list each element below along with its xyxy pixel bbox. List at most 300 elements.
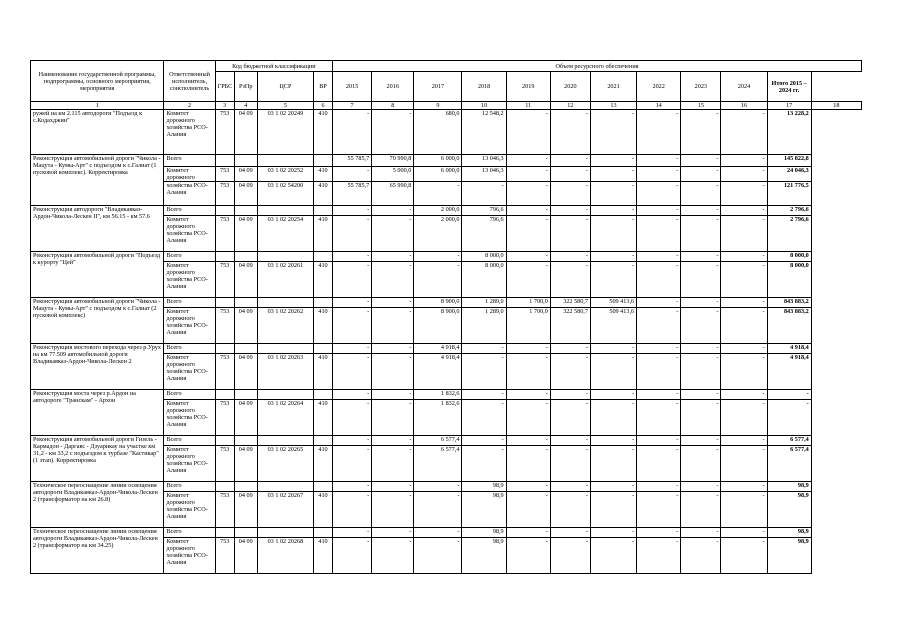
value-cell: - [637, 400, 681, 436]
vr-cell: 410 [313, 446, 332, 482]
value-cell: - [681, 167, 721, 182]
table-row [31, 252, 862, 262]
csr-cell: 03 1 02 20264 [257, 400, 313, 436]
col-header-resources: Объем ресурсного обеспечения [333, 61, 862, 72]
value-cell: - [333, 298, 372, 308]
value-cell: - [414, 492, 462, 528]
total-cell: - [767, 400, 811, 436]
value-cell: - [372, 436, 414, 446]
executor-cell: Всего [164, 206, 215, 216]
value-cell: - [414, 482, 462, 492]
value-cell: - [506, 400, 550, 436]
grbs-cell [215, 482, 234, 492]
csr-cell: 03 1 02 20263 [257, 354, 313, 390]
csr-cell: 03 1 02 20265 [257, 446, 313, 482]
col-header-name: Наименование государственной программы, подпрограммы, основного мероприятия, мероприятия [31, 61, 164, 102]
value-cell: - [372, 400, 414, 436]
value-cell: - [372, 298, 414, 308]
value-cell: - [333, 167, 372, 182]
value-cell: - [333, 436, 372, 446]
col-header-year: 2021 [590, 72, 636, 102]
document-sheet [30, 60, 862, 574]
value-cell: - [590, 538, 636, 574]
grbs-cell [215, 298, 234, 308]
value-cell: - [637, 436, 681, 446]
value-cell: - [372, 308, 414, 344]
value-cell: - [550, 528, 590, 538]
column-number: 13 [590, 102, 636, 110]
value-cell: - [590, 482, 636, 492]
value-cell: - [637, 482, 681, 492]
value-cell: - [590, 354, 636, 390]
total-cell: 98,9 [767, 538, 811, 574]
total-cell: 98,9 [767, 492, 811, 528]
value-cell: - [462, 446, 506, 482]
value-cell: - [681, 436, 721, 446]
value-cell: - [590, 110, 636, 155]
value-cell: - [462, 182, 506, 206]
value-cell: - [372, 538, 414, 574]
table-row [31, 436, 862, 446]
rzpr-cell: 04 09 [234, 216, 257, 252]
col-header-year: 2019 [506, 72, 550, 102]
col-header-year: 2017 [414, 72, 462, 102]
total-cell: 843 883,2 [767, 308, 811, 344]
value-cell: 322 580,7 [550, 308, 590, 344]
total-cell: 4 918,4 [767, 344, 811, 354]
executor-cell: Комитет дорожного хозяйства РСО-Алания [164, 354, 215, 390]
rzpr-cell: 04 09 [234, 538, 257, 574]
value-cell: - [637, 110, 681, 155]
value-cell: - [550, 400, 590, 436]
csr-cell: 03 1 02 20252 [257, 167, 313, 182]
value-cell: - [637, 538, 681, 574]
value-cell: - [681, 182, 721, 206]
grbs-cell: 753 [215, 216, 234, 252]
value-cell: - [590, 182, 636, 206]
csr-cell [257, 482, 313, 492]
value-cell: - [550, 167, 590, 182]
csr-cell [257, 252, 313, 262]
value-cell: - [506, 262, 550, 298]
column-number: 12 [550, 102, 590, 110]
column-number: 15 [681, 102, 721, 110]
value-cell: - [333, 446, 372, 482]
csr-cell [257, 436, 313, 446]
executor-cell: Всего [164, 482, 215, 492]
value-cell: - [333, 262, 372, 298]
column-number: 16 [721, 102, 767, 110]
value-cell: 796,6 [462, 206, 506, 216]
col-header-grbs: ГРБС [215, 72, 234, 102]
value-cell: - [550, 436, 590, 446]
value-cell: - [721, 298, 767, 308]
measure-name: ружей на км 2.115 автодороги "Подъезд к с.Кодахджин" [31, 110, 164, 155]
value-cell: 12 548,2 [462, 110, 506, 155]
value-cell: - [550, 216, 590, 252]
value-cell: - [333, 482, 372, 492]
value-cell: - [681, 492, 721, 528]
rzpr-cell [234, 252, 257, 262]
value-cell: - [462, 344, 506, 354]
value-cell: - [506, 446, 550, 482]
column-number: 6 [313, 102, 332, 110]
value-cell: 509 413,6 [590, 308, 636, 344]
value-cell: 796,6 [462, 216, 506, 252]
value-cell: - [372, 492, 414, 528]
value-cell: 8 900,0 [414, 308, 462, 344]
value-cell: - [414, 538, 462, 574]
col-header-budget-class: Код бюджетной классификации [215, 61, 332, 72]
value-cell: - [721, 344, 767, 354]
column-number: 9 [414, 102, 462, 110]
vr-cell [313, 252, 332, 262]
executor-cell: хозяйства РСО-Алания [164, 182, 215, 206]
value-cell: - [506, 182, 550, 206]
value-cell: 98,9 [462, 482, 506, 492]
grbs-cell [215, 155, 234, 167]
value-cell: - [590, 400, 636, 436]
value-cell: - [637, 354, 681, 390]
value-cell: - [590, 446, 636, 482]
executor-cell: Комитет дорожного хозяйства РСО-Алания [164, 492, 215, 528]
value-cell: - [333, 538, 372, 574]
value-cell: - [506, 492, 550, 528]
value-cell: - [637, 216, 681, 252]
value-cell: - [462, 390, 506, 400]
rzpr-cell: 04 09 [234, 110, 257, 155]
total-cell: 8 000,0 [767, 252, 811, 262]
value-cell: - [372, 216, 414, 252]
column-number: 4 [234, 102, 257, 110]
total-cell: 13 228,2 [767, 110, 811, 155]
col-header-year: 2016 [372, 72, 414, 102]
value-cell: 680,0 [414, 110, 462, 155]
rzpr-cell: 04 09 [234, 308, 257, 344]
vr-cell [313, 528, 332, 538]
vr-cell [313, 298, 332, 308]
value-cell: - [721, 206, 767, 216]
executor-cell: Комитет дорожного хозяйства РСО-Алания [164, 538, 215, 574]
value-cell: - [681, 482, 721, 492]
table-row [31, 298, 862, 308]
value-cell: 509 413,6 [590, 298, 636, 308]
value-cell: - [590, 436, 636, 446]
col-header-year: 2020 [550, 72, 590, 102]
col-header-executor: Ответственный исполнитель, соисполнитель [164, 61, 215, 102]
value-cell: - [681, 354, 721, 390]
value-cell: - [506, 344, 550, 354]
value-cell: - [333, 528, 372, 538]
grbs-cell [215, 206, 234, 216]
csr-cell [257, 155, 313, 167]
measure-name: Реконструкция моста через р.Ардон на автодороге "Транскам" - Архон [31, 390, 164, 436]
value-cell: - [637, 155, 681, 167]
value-cell: - [333, 110, 372, 155]
vr-cell [313, 482, 332, 492]
value-cell: - [637, 262, 681, 298]
csr-cell: 03 1 02 20262 [257, 308, 313, 344]
value-cell: - [681, 252, 721, 262]
value-cell: - [681, 155, 721, 167]
value-cell: - [372, 354, 414, 390]
value-cell: - [506, 482, 550, 492]
value-cell: - [372, 528, 414, 538]
rzpr-cell [234, 298, 257, 308]
value-cell: - [637, 344, 681, 354]
value-cell: - [590, 206, 636, 216]
value-cell: 8 000,0 [462, 262, 506, 298]
value-cell: - [590, 492, 636, 528]
value-cell: - [637, 308, 681, 344]
value-cell: - [590, 167, 636, 182]
rzpr-cell [234, 206, 257, 216]
value-cell: - [637, 206, 681, 216]
value-cell: - [372, 252, 414, 262]
value-cell: - [721, 252, 767, 262]
value-cell: - [550, 482, 590, 492]
rzpr-cell: 04 09 [234, 182, 257, 206]
value-cell: 98,9 [462, 538, 506, 574]
value-cell: - [462, 400, 506, 436]
rzpr-cell [234, 482, 257, 492]
value-cell: - [333, 308, 372, 344]
executor-cell: Комитет дорожного хозяйства РСО-Алания [164, 216, 215, 252]
total-cell: 2 796,6 [767, 206, 811, 216]
vr-cell: 410 [313, 354, 332, 390]
value-cell: - [590, 216, 636, 252]
executor-cell: Всего [164, 252, 215, 262]
value-cell: - [550, 262, 590, 298]
value-cell: 1 700,0 [506, 308, 550, 344]
value-cell: - [550, 344, 590, 354]
column-number: 18 [811, 102, 861, 110]
executor-cell: Всего [164, 298, 215, 308]
column-number: 2 [164, 102, 215, 110]
value-cell: - [372, 482, 414, 492]
value-cell: 6 577,4 [414, 436, 462, 446]
value-cell: 55 785,7 [333, 155, 372, 167]
column-number: 10 [462, 102, 506, 110]
value-cell: - [372, 206, 414, 216]
vr-cell: 410 [313, 110, 332, 155]
value-cell: - [590, 344, 636, 354]
value-cell: 2 000,0 [414, 216, 462, 252]
measure-name: Реконструкция автомобильной дороги "Подъезд к курорту "Цей" [31, 252, 164, 298]
value-cell: - [590, 528, 636, 538]
value-cell: - [333, 354, 372, 390]
value-cell: - [681, 400, 721, 436]
csr-cell: 03 1 02 20254 [257, 216, 313, 252]
grbs-cell [215, 436, 234, 446]
value-cell: - [550, 538, 590, 574]
value-cell: 1 832,6 [414, 390, 462, 400]
csr-cell [257, 206, 313, 216]
vr-cell: 410 [313, 167, 332, 182]
column-number: 1 [31, 102, 164, 110]
value-cell: - [637, 528, 681, 538]
csr-cell [257, 344, 313, 354]
measure-name: Реконструкция автомобильной дороги "Чикола - Мацута - Кумы-Арт" с подъездом к с.Галиат (2 пусковой комплекс) [31, 298, 164, 344]
vr-cell: 410 [313, 308, 332, 344]
executor-cell: Всего [164, 528, 215, 538]
value-cell: - [550, 182, 590, 206]
value-cell: - [637, 446, 681, 482]
rzpr-cell: 04 09 [234, 446, 257, 482]
value-cell: 55 785,7 [333, 182, 372, 206]
value-cell: - [721, 538, 767, 574]
value-cell: 13 046,3 [462, 155, 506, 167]
value-cell: 65 990,8 [372, 182, 414, 206]
csr-cell: 03 1 02 54200 [257, 182, 313, 206]
value-cell: - [506, 110, 550, 155]
csr-cell [257, 528, 313, 538]
value-cell: - [590, 262, 636, 298]
value-cell: - [721, 216, 767, 252]
value-cell: - [506, 252, 550, 262]
grbs-cell: 753 [215, 354, 234, 390]
value-cell: - [506, 155, 550, 167]
value-cell: - [333, 400, 372, 436]
total-cell: 145 822,8 [767, 155, 811, 167]
value-cell: - [637, 167, 681, 182]
value-cell: - [637, 298, 681, 308]
column-number: 3 [215, 102, 234, 110]
measure-name: Реконструкция мостового перехода через р.Урух на км 77.509 автомобильной дороги Владикавказ-Ардон-Чикола-Лескен 2 [31, 344, 164, 390]
value-cell: - [506, 216, 550, 252]
total-cell: 6 577,4 [767, 446, 811, 482]
rzpr-cell [234, 344, 257, 354]
value-cell: - [372, 446, 414, 482]
vr-cell: 410 [313, 216, 332, 252]
value-cell: - [333, 252, 372, 262]
value-cell: - [681, 446, 721, 482]
rzpr-cell [234, 390, 257, 400]
measure-name: Техническое переоснащение линии освещения автодороги Владикавказ-Ардон-Чикола-Лескен 2 (трансформатор на км 26.8) [31, 482, 164, 528]
value-cell: - [721, 110, 767, 155]
value-cell: - [681, 308, 721, 344]
value-cell: - [462, 436, 506, 446]
value-cell: - [590, 252, 636, 262]
rzpr-cell: 04 09 [234, 354, 257, 390]
grbs-cell: 753 [215, 308, 234, 344]
value-cell: - [414, 182, 462, 206]
value-cell: 1 289,0 [462, 298, 506, 308]
vr-cell: 410 [313, 400, 332, 436]
value-cell: - [506, 528, 550, 538]
value-cell: - [414, 252, 462, 262]
value-cell: - [550, 206, 590, 216]
total-cell: 121 776,5 [767, 182, 811, 206]
col-header-rzpr: РзПр [234, 72, 257, 102]
col-header-year: 2015 [333, 72, 372, 102]
value-cell: 8 000,0 [462, 252, 506, 262]
value-cell: - [721, 354, 767, 390]
value-cell: - [721, 390, 767, 400]
col-header-year: 2022 [637, 72, 681, 102]
rzpr-cell [234, 155, 257, 167]
value-cell: - [721, 400, 767, 436]
value-cell: - [550, 252, 590, 262]
value-cell: - [550, 110, 590, 155]
value-cell: - [414, 262, 462, 298]
column-number: 7 [333, 102, 372, 110]
value-cell: - [637, 492, 681, 528]
table-row [31, 482, 862, 492]
value-cell: 6 577,4 [414, 446, 462, 482]
executor-cell: Комитет дорожного хозяйства РСО-Алания [164, 110, 215, 155]
total-cell: 2 796,6 [767, 216, 811, 252]
value-cell: - [721, 492, 767, 528]
value-cell: - [372, 110, 414, 155]
vr-cell [313, 390, 332, 400]
grbs-cell: 753 [215, 182, 234, 206]
column-number: 5 [257, 102, 313, 110]
value-cell: - [681, 262, 721, 298]
total-cell: 4 918,4 [767, 354, 811, 390]
col-header-csr: ЦСР [257, 72, 313, 102]
col-header-year: 2023 [681, 72, 721, 102]
grbs-cell: 753 [215, 492, 234, 528]
col-header-total: Итого 2015 – 2024 гг. [767, 72, 811, 102]
value-cell: - [721, 167, 767, 182]
grbs-cell: 753 [215, 446, 234, 482]
executor-cell: Всего [164, 436, 215, 446]
value-cell: 6 000,0 [414, 167, 462, 182]
value-cell: 98,9 [462, 528, 506, 538]
rzpr-cell [234, 436, 257, 446]
rzpr-cell [234, 528, 257, 538]
grbs-cell: 753 [215, 400, 234, 436]
value-cell: 322 580,7 [550, 298, 590, 308]
value-cell: - [721, 446, 767, 482]
value-cell: 4 918,4 [414, 344, 462, 354]
total-cell: 24 046,3 [767, 167, 811, 182]
value-cell: - [721, 308, 767, 344]
value-cell: - [462, 354, 506, 390]
measure-name: Реконструкция автомобильной дороги "Чикола - Мацута - Кумы-Арт" с подъездом к с.Галиат (1 пусковой комплекс). Корректировка [31, 155, 164, 206]
grbs-cell: 753 [215, 262, 234, 298]
vr-cell [313, 155, 332, 167]
vr-cell [313, 206, 332, 216]
value-cell: - [333, 344, 372, 354]
grbs-cell: 753 [215, 538, 234, 574]
value-cell: - [333, 206, 372, 216]
executor-cell: Всего [164, 390, 215, 400]
value-cell: 2 000,0 [414, 206, 462, 216]
csr-cell: 03 1 02 20267 [257, 492, 313, 528]
value-cell: - [637, 182, 681, 206]
csr-cell: 03 1 02 20249 [257, 110, 313, 155]
value-cell: - [372, 262, 414, 298]
col-header-year: 2024 [721, 72, 767, 102]
table-row [31, 528, 862, 538]
grbs-cell [215, 252, 234, 262]
vr-cell: 410 [313, 182, 332, 206]
value-cell: - [637, 252, 681, 262]
vr-cell: 410 [313, 492, 332, 528]
measure-name: Реконструкция автодороги "Владикавказ-Ардон-Чикола-Лескен II", км 56.15 - км 57.6 [31, 206, 164, 252]
table-row [31, 155, 862, 167]
value-cell: - [506, 538, 550, 574]
vr-cell [313, 436, 332, 446]
column-number: 17 [767, 102, 811, 110]
value-cell: - [721, 182, 767, 206]
value-cell: - [414, 528, 462, 538]
value-cell: - [721, 262, 767, 298]
value-cell: 8 900,0 [414, 298, 462, 308]
value-cell: - [681, 206, 721, 216]
